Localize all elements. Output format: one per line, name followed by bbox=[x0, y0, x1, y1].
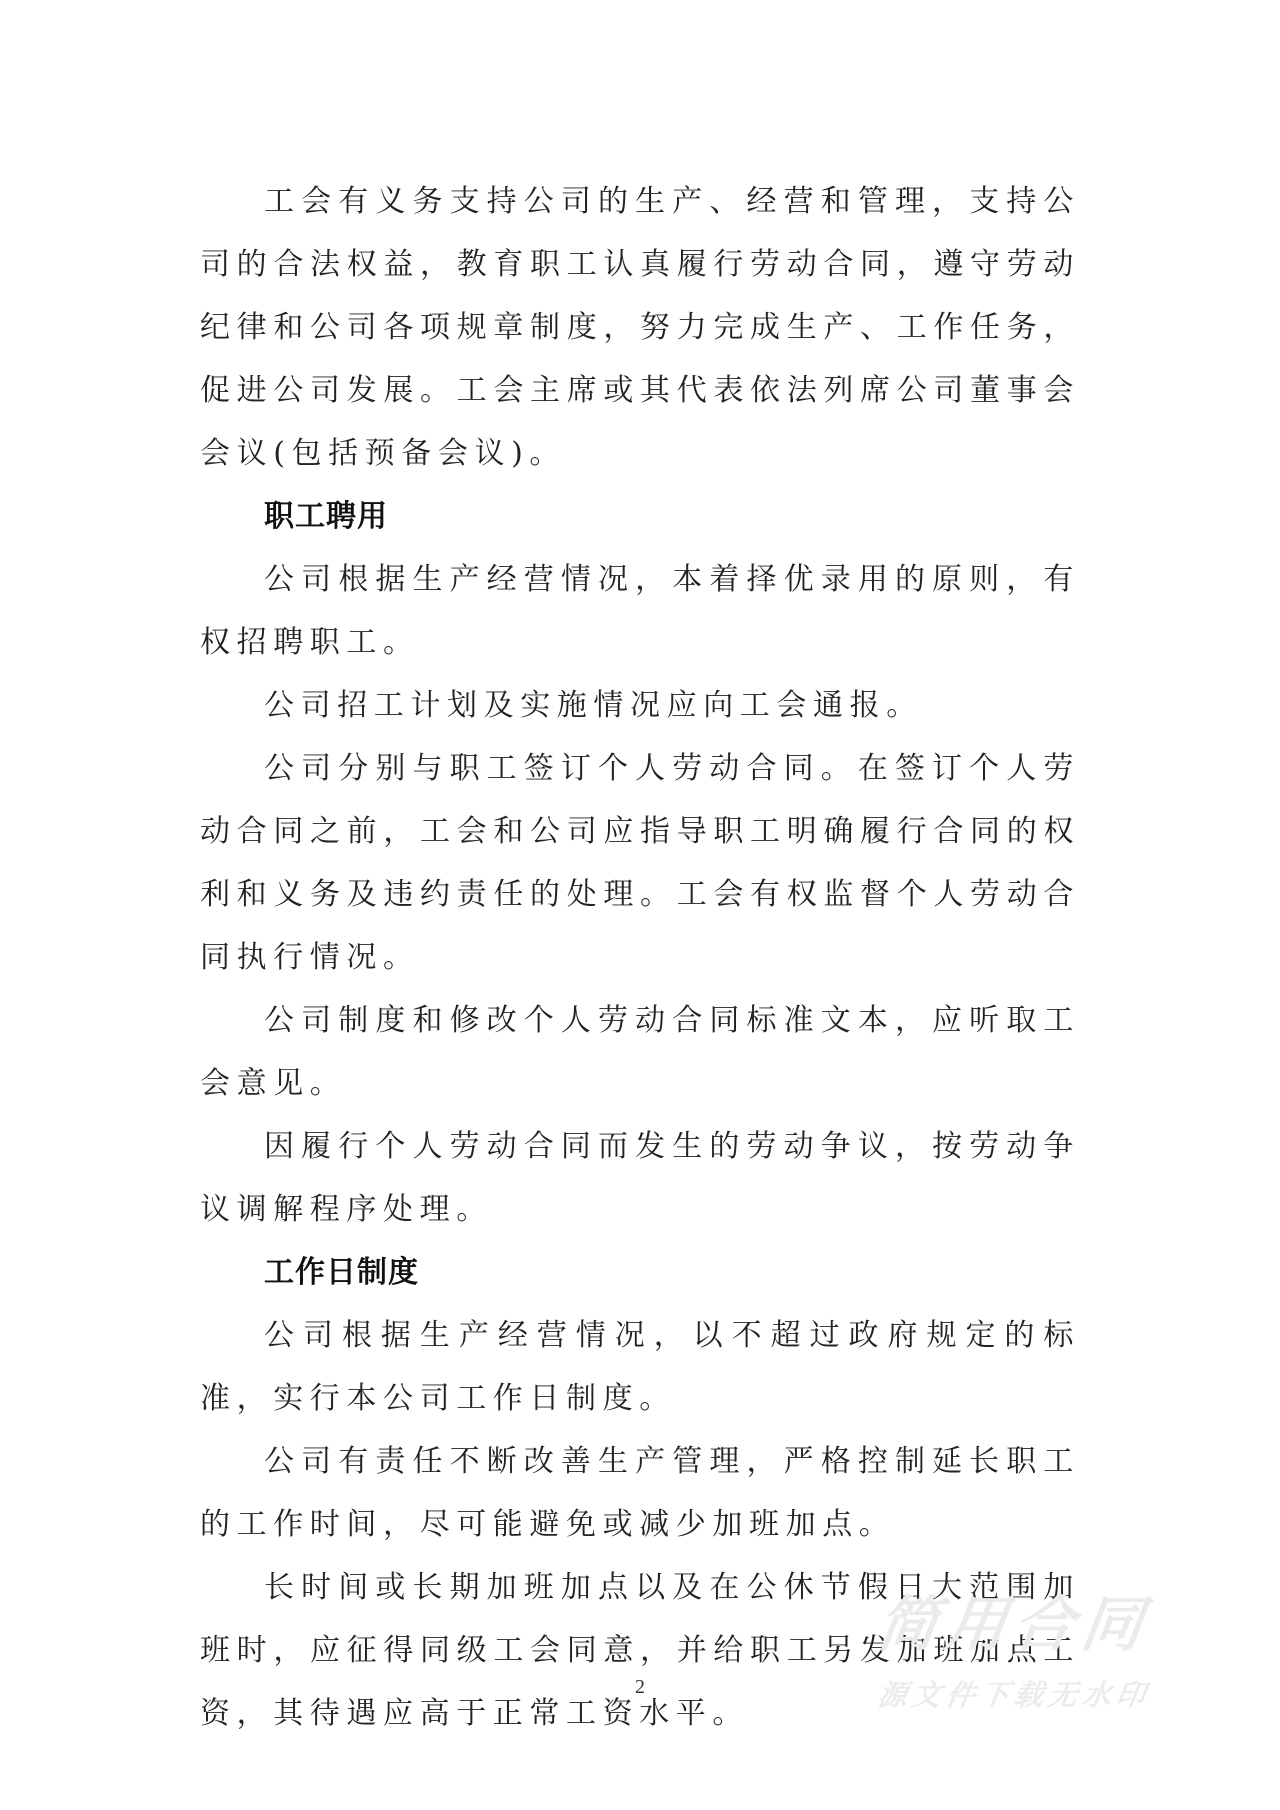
watermark-title: 简用合同 bbox=[873, 1590, 1155, 1660]
paragraph-hiring-right: 公司根据生产经营情况，本着择优录用的原则，有权招聘职工。 bbox=[200, 562, 1080, 660]
section-heading-workday-system: 工作日制度 bbox=[264, 1255, 419, 1290]
paragraph-labor-dispute: 因履行个人劳动合同而发生的劳动争议，按劳动争议调解程序处理。 bbox=[200, 1129, 1080, 1227]
paragraph-labor-contract-signing: 公司分别与职工签订个人劳动合同。在签订个人劳动合同之前，工会和公司应指导职工明确履行合同的权利和义务及违约责任的处理。工会有权监督个人劳动合同执行情况。 bbox=[200, 751, 1080, 975]
section-heading-employee-hiring: 职工聘用 bbox=[264, 499, 388, 534]
paragraph-contract-template: 公司制度和修改个人劳动合同标准文本，应听取工会意见。 bbox=[200, 1003, 1080, 1101]
page-number: 2 bbox=[635, 1676, 645, 1698]
watermark-subtitle: 源文件下载无水印 bbox=[875, 1678, 1153, 1712]
paragraph-workday-standard: 公司根据生产经营情况，以不超过政府规定的标准，实行本公司工作日制度。 bbox=[200, 1318, 1080, 1416]
paragraph-hiring-plan-report: 公司招工计划及实施情况应向工会通报。 bbox=[264, 688, 923, 723]
document-body bbox=[200, 170, 1080, 1745]
paragraph-overtime-pay: 长时间或长期加班加点以及在公休节假日大范围加班时，应征得同级工会同意，并给职工另发加班加点工资，其待遇应高于正常工资水平。 bbox=[200, 1570, 1080, 1731]
paragraph-overtime-control: 公司有责任不断改善生产管理，严格控制延长职工的工作时间，尽可能避免或减少加班加点。 bbox=[200, 1444, 1080, 1542]
paragraph-union-obligations: 工会有义务支持公司的生产、经营和管理，支持公司的合法权益，教育职工认真履行劳动合同，遵守劳动纪律和公司各项规章制度，努力完成生产、工作任务，促进公司发展。工会主席或其代表依法列席公司董事会会议(包括预备会议)。 bbox=[200, 184, 1080, 471]
